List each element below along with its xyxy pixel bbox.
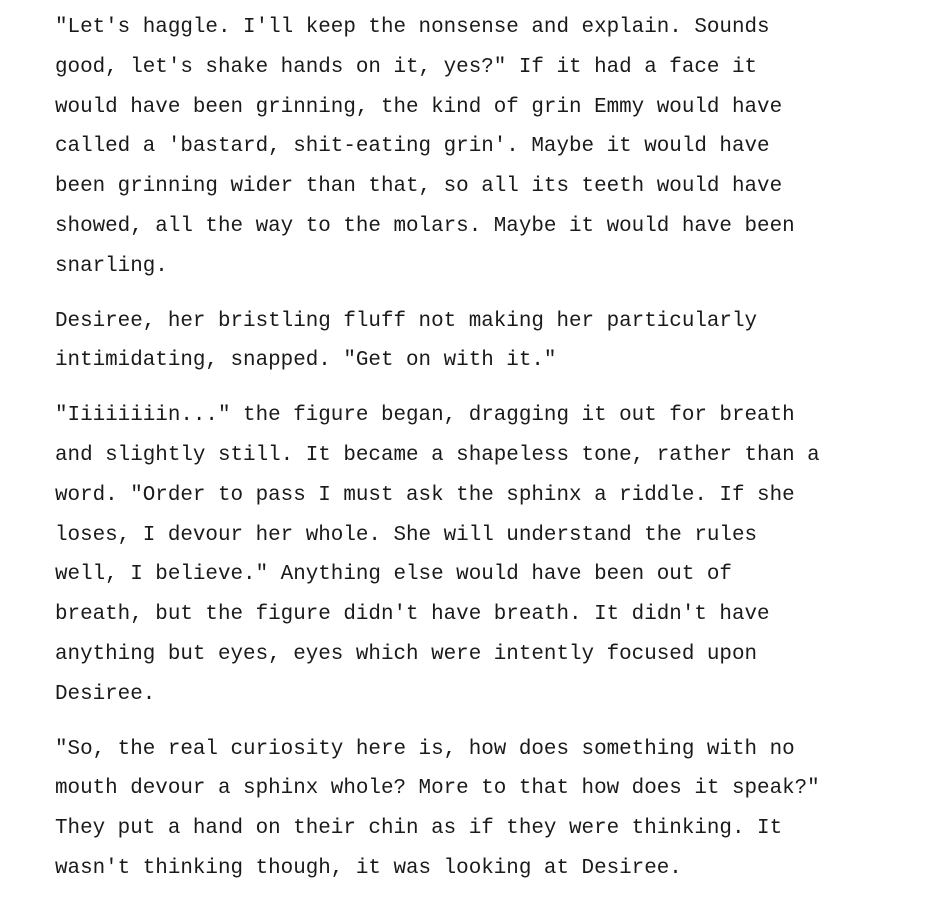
text-line: would have been grinning, the kind of grin Emmy would have <box>55 95 783 119</box>
paragraph-4 <box>55 730 925 889</box>
text-line: "Let's haggle. I'll keep the nonsense and explain. Sounds <box>55 16 770 39</box>
text-line: breath, but the figure didn't have breath. It didn't have <box>55 603 770 627</box>
text-line: good, let's shake hands on it, yes?" If it had a face it <box>55 55 758 79</box>
text-line: called a 'bastard, shit-eating grin'. Maybe it would have <box>55 135 770 159</box>
text-line: loses, I devour her whole. She will understand the rules <box>55 523 758 547</box>
paragraph-2 <box>55 302 925 382</box>
text-line: been grinning wider than that, so all its teeth would have <box>55 175 783 199</box>
text-line: "So, the real curiosity here is, how does something with no <box>55 737 795 761</box>
document-page <box>55 8 925 889</box>
text-line: They put a hand on their chin as if they were thinking. It <box>55 817 783 841</box>
text-line: Desiree. <box>55 682 156 706</box>
text-line: and slightly still. It became a shapeless tone, rather than a <box>55 443 820 467</box>
text-line: "Iiiiiiiin..." the figure began, dragging it out for breath <box>55 404 795 428</box>
paragraph-1 <box>55 8 925 287</box>
text-line: word. "Order to pass I must ask the sphinx a riddle. If she <box>55 483 795 507</box>
text-line: snarling. <box>55 254 168 278</box>
paragraph-3 <box>55 396 925 714</box>
text-line: mouth devour a sphinx whole? More to that how does it speak?" <box>55 777 820 801</box>
text-line: well, I believe." Anything else would have been out of <box>55 563 732 587</box>
text-line: intimidating, snapped. "Get on with it." <box>55 349 557 373</box>
text-line: showed, all the way to the molars. Maybe it would have been <box>55 214 795 238</box>
text-line: wasn't thinking though, it was looking at Desiree. <box>55 856 682 880</box>
text-line: Desiree, her bristling fluff not making her particularly <box>55 309 758 333</box>
text-line: anything but eyes, eyes which were intently focused upon <box>55 642 758 666</box>
